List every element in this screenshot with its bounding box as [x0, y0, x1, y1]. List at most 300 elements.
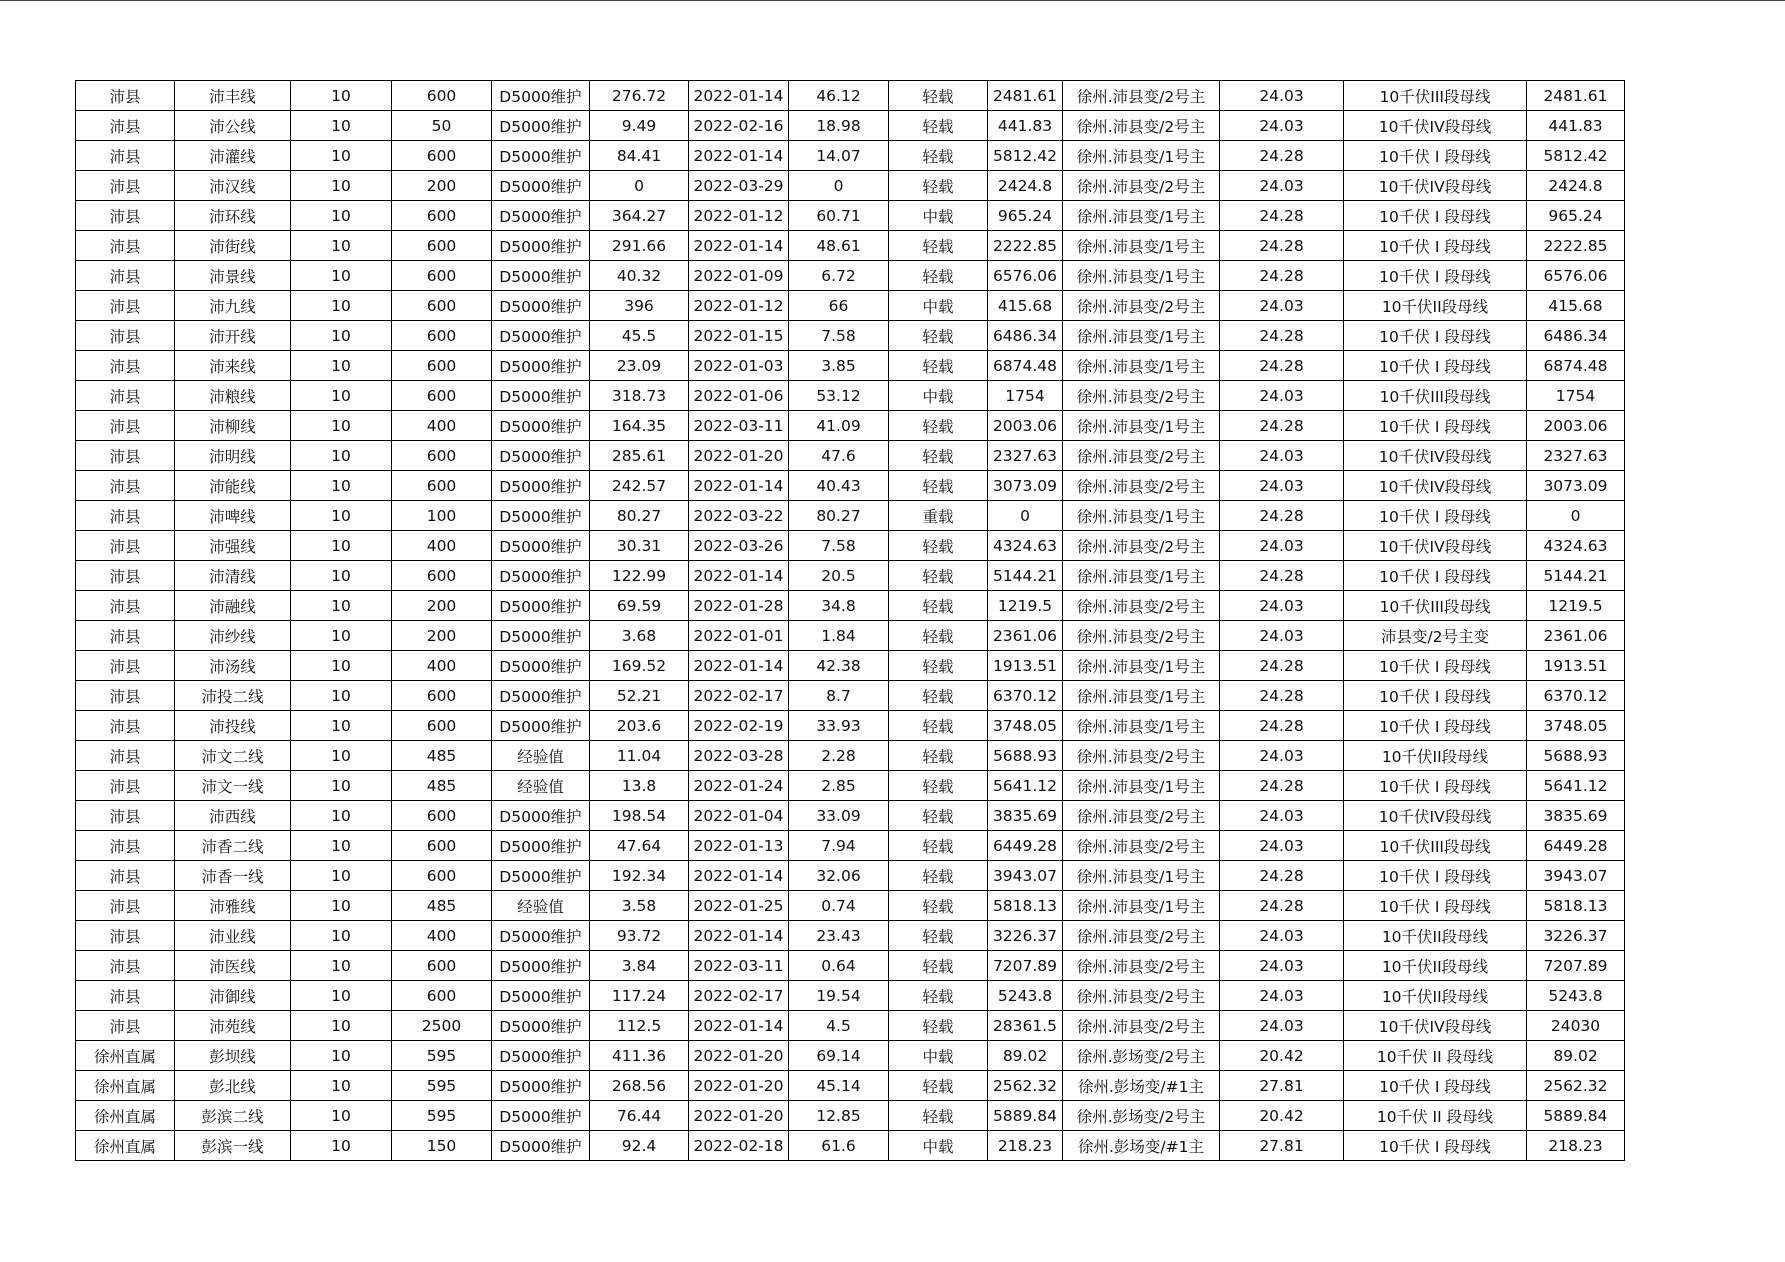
- cell-substation-transformer: 徐州.沛县变/1号主: [1063, 201, 1220, 231]
- cell-capacity-method: D5000维护: [492, 141, 590, 171]
- cell-voltage: 10: [291, 411, 392, 441]
- cell-bus-section: 10千伏IV段母线: [1344, 171, 1527, 201]
- cell-transformer-load-rate: 24.03: [1220, 591, 1344, 621]
- cell-peak-load: 122.99: [590, 561, 689, 591]
- cell-transformer-load-rate: 24.03: [1220, 801, 1344, 831]
- cell-available-capacity: 2327.63: [988, 441, 1063, 471]
- cell-load-status: 轻载: [889, 111, 988, 141]
- cell-peak-load: 268.56: [590, 1071, 689, 1101]
- cell-load-rate: 18.98: [789, 111, 889, 141]
- cell-load-status: 轻载: [889, 81, 988, 111]
- cell-capacity-method: D5000维护: [492, 351, 590, 381]
- cell-available-capacity: 2424.8: [988, 171, 1063, 201]
- cell-rated-capacity: 400: [392, 411, 492, 441]
- cell-transformer-load-rate: 24.28: [1220, 861, 1344, 891]
- cell-load-status: 中载: [889, 1131, 988, 1161]
- cell-remaining-capacity: 3835.69: [1527, 801, 1625, 831]
- cell-substation-transformer: 徐州.沛县变/2号主: [1063, 111, 1220, 141]
- cell-substation-transformer: 徐州.沛县变/2号主: [1063, 591, 1220, 621]
- cell-bus-section: 10千伏II段母线: [1344, 291, 1527, 321]
- cell-load-status: 轻载: [889, 1011, 988, 1041]
- cell-bus-section: 10千伏 I 段母线: [1344, 1071, 1527, 1101]
- cell-available-capacity: 6449.28: [988, 831, 1063, 861]
- cell-bus-section: 10千伏II段母线: [1344, 981, 1527, 1011]
- cell-bus-section: 10千伏III段母线: [1344, 81, 1527, 111]
- cell-region: 沛县: [76, 321, 175, 351]
- cell-bus-section: 10千伏IV段母线: [1344, 801, 1527, 831]
- cell-peak-date: 2022-01-25: [689, 891, 789, 921]
- cell-available-capacity: 5688.93: [988, 741, 1063, 771]
- cell-substation-transformer: 徐州.沛县变/2号主: [1063, 921, 1220, 951]
- table-row: [76, 621, 1625, 651]
- cell-load-status: 轻载: [889, 741, 988, 771]
- cell-line-name: 沛香二线: [175, 831, 291, 861]
- cell-load-rate: 61.6: [789, 1131, 889, 1161]
- cell-load-rate: 0.74: [789, 891, 889, 921]
- cell-load-rate: 34.8: [789, 591, 889, 621]
- cell-rated-capacity: 595: [392, 1071, 492, 1101]
- cell-region: 沛县: [76, 891, 175, 921]
- cell-line-name: 沛清线: [175, 561, 291, 591]
- cell-rated-capacity: 485: [392, 741, 492, 771]
- cell-peak-date: 2022-01-14: [689, 81, 789, 111]
- cell-capacity-method: D5000维护: [492, 411, 590, 441]
- cell-line-name: 沛文一线: [175, 771, 291, 801]
- cell-peak-date: 2022-03-28: [689, 741, 789, 771]
- cell-voltage: 10: [291, 111, 392, 141]
- cell-bus-section: 10千伏 I 段母线: [1344, 711, 1527, 741]
- cell-bus-section: 10千伏 I 段母线: [1344, 681, 1527, 711]
- cell-load-rate: 42.38: [789, 651, 889, 681]
- cell-peak-date: 2022-01-14: [689, 141, 789, 171]
- cell-peak-load: 242.57: [590, 471, 689, 501]
- cell-peak-date: 2022-03-29: [689, 171, 789, 201]
- table-row: [76, 171, 1625, 201]
- cell-capacity-method: D5000维护: [492, 81, 590, 111]
- cell-bus-section: 10千伏 I 段母线: [1344, 1131, 1527, 1161]
- cell-capacity-method: D5000维护: [492, 1101, 590, 1131]
- cell-region: 沛县: [76, 681, 175, 711]
- cell-transformer-load-rate: 20.42: [1220, 1101, 1344, 1131]
- cell-load-status: 轻载: [889, 801, 988, 831]
- cell-voltage: 10: [291, 621, 392, 651]
- cell-available-capacity: 7207.89: [988, 951, 1063, 981]
- cell-peak-date: 2022-02-17: [689, 981, 789, 1011]
- cell-peak-load: 47.64: [590, 831, 689, 861]
- cell-available-capacity: 6874.48: [988, 351, 1063, 381]
- cell-peak-load: 3.68: [590, 621, 689, 651]
- cell-load-status: 中载: [889, 1041, 988, 1071]
- cell-remaining-capacity: 5889.84: [1527, 1101, 1625, 1131]
- cell-voltage: 10: [291, 951, 392, 981]
- cell-load-rate: 6.72: [789, 261, 889, 291]
- cell-remaining-capacity: 5243.8: [1527, 981, 1625, 1011]
- cell-available-capacity: 2562.32: [988, 1071, 1063, 1101]
- cell-transformer-load-rate: 27.81: [1220, 1071, 1344, 1101]
- cell-peak-load: 9.49: [590, 111, 689, 141]
- cell-substation-transformer: 徐州.沛县变/2号主: [1063, 801, 1220, 831]
- cell-rated-capacity: 600: [392, 291, 492, 321]
- cell-load-status: 轻载: [889, 621, 988, 651]
- cell-bus-section: 10千伏III段母线: [1344, 831, 1527, 861]
- cell-capacity-method: D5000维护: [492, 441, 590, 471]
- cell-rated-capacity: 200: [392, 171, 492, 201]
- cell-remaining-capacity: 3748.05: [1527, 711, 1625, 741]
- table-row: [76, 201, 1625, 231]
- cell-substation-transformer: 徐州.沛县变/1号主: [1063, 141, 1220, 171]
- cell-capacity-method: D5000维护: [492, 201, 590, 231]
- cell-peak-date: 2022-01-06: [689, 381, 789, 411]
- cell-transformer-load-rate: 24.28: [1220, 261, 1344, 291]
- cell-rated-capacity: 600: [392, 201, 492, 231]
- cell-load-status: 轻载: [889, 831, 988, 861]
- cell-peak-load: 117.24: [590, 981, 689, 1011]
- cell-load-rate: 7.58: [789, 531, 889, 561]
- cell-peak-date: 2022-01-14: [689, 651, 789, 681]
- cell-region: 徐州直属: [76, 1041, 175, 1071]
- cell-bus-section: 10千伏IV段母线: [1344, 531, 1527, 561]
- cell-load-status: 轻载: [889, 561, 988, 591]
- cell-load-rate: 20.5: [789, 561, 889, 591]
- cell-substation-transformer: 徐州.沛县变/1号主: [1063, 501, 1220, 531]
- cell-load-status: 轻载: [889, 261, 988, 291]
- cell-load-status: 轻载: [889, 171, 988, 201]
- cell-line-name: 沛灌线: [175, 141, 291, 171]
- cell-voltage: 10: [291, 201, 392, 231]
- cell-rated-capacity: 600: [392, 981, 492, 1011]
- cell-peak-date: 2022-01-01: [689, 621, 789, 651]
- cell-region: 沛县: [76, 201, 175, 231]
- cell-rated-capacity: 600: [392, 381, 492, 411]
- cell-bus-section: 10千伏 II 段母线: [1344, 1101, 1527, 1131]
- cell-available-capacity: 1754: [988, 381, 1063, 411]
- table-body: [76, 81, 1625, 1161]
- cell-load-rate: 33.93: [789, 711, 889, 741]
- cell-bus-section: 10千伏IV段母线: [1344, 111, 1527, 141]
- cell-available-capacity: 5144.21: [988, 561, 1063, 591]
- cell-load-rate: 60.71: [789, 201, 889, 231]
- cell-remaining-capacity: 1913.51: [1527, 651, 1625, 681]
- cell-bus-section: 10千伏 I 段母线: [1344, 261, 1527, 291]
- cell-remaining-capacity: 2361.06: [1527, 621, 1625, 651]
- cell-peak-date: 2022-01-20: [689, 1101, 789, 1131]
- cell-load-status: 轻载: [889, 441, 988, 471]
- cell-rated-capacity: 600: [392, 951, 492, 981]
- cell-substation-transformer: 徐州.沛县变/2号主: [1063, 981, 1220, 1011]
- cell-load-rate: 41.09: [789, 411, 889, 441]
- cell-line-name: 沛汉线: [175, 171, 291, 201]
- cell-rated-capacity: 595: [392, 1041, 492, 1071]
- cell-region: 徐州直属: [76, 1071, 175, 1101]
- cell-line-name: 彭坝线: [175, 1041, 291, 1071]
- cell-region: 沛县: [76, 591, 175, 621]
- cell-bus-section: 10千伏II段母线: [1344, 741, 1527, 771]
- cell-capacity-method: D5000维护: [492, 1011, 590, 1041]
- cell-voltage: 10: [291, 651, 392, 681]
- cell-voltage: 10: [291, 291, 392, 321]
- cell-remaining-capacity: 2562.32: [1527, 1071, 1625, 1101]
- cell-available-capacity: 6370.12: [988, 681, 1063, 711]
- cell-remaining-capacity: 2327.63: [1527, 441, 1625, 471]
- cell-bus-section: 10千伏 I 段母线: [1344, 501, 1527, 531]
- cell-transformer-load-rate: 24.03: [1220, 981, 1344, 1011]
- cell-peak-date: 2022-02-16: [689, 111, 789, 141]
- cell-load-status: 轻载: [889, 771, 988, 801]
- table-row: [76, 531, 1625, 561]
- cell-available-capacity: 1219.5: [988, 591, 1063, 621]
- cell-load-rate: 19.54: [789, 981, 889, 1011]
- cell-substation-transformer: 徐州.沛县变/2号主: [1063, 291, 1220, 321]
- table-row: [76, 411, 1625, 441]
- cell-capacity-method: D5000维护: [492, 861, 590, 891]
- cell-peak-load: 13.8: [590, 771, 689, 801]
- table-row: [76, 141, 1625, 171]
- cell-load-status: 轻载: [889, 981, 988, 1011]
- cell-transformer-load-rate: 24.28: [1220, 771, 1344, 801]
- table-row: [76, 891, 1625, 921]
- cell-bus-section: 10千伏 I 段母线: [1344, 861, 1527, 891]
- cell-peak-date: 2022-01-14: [689, 921, 789, 951]
- cell-peak-date: 2022-01-20: [689, 1041, 789, 1071]
- cell-peak-date: 2022-02-17: [689, 681, 789, 711]
- cell-load-status: 轻载: [889, 531, 988, 561]
- cell-region: 沛县: [76, 441, 175, 471]
- cell-peak-load: 3.84: [590, 951, 689, 981]
- table-row: [76, 951, 1625, 981]
- cell-capacity-method: D5000维护: [492, 231, 590, 261]
- cell-capacity-method: D5000维护: [492, 831, 590, 861]
- table-row: [76, 1101, 1625, 1131]
- cell-load-rate: 2.28: [789, 741, 889, 771]
- cell-line-name: 沛九线: [175, 291, 291, 321]
- cell-bus-section: 10千伏 I 段母线: [1344, 351, 1527, 381]
- cell-load-rate: 7.94: [789, 831, 889, 861]
- cell-load-status: 中载: [889, 201, 988, 231]
- cell-load-rate: 4.5: [789, 1011, 889, 1041]
- cell-rated-capacity: 600: [392, 261, 492, 291]
- cell-peak-load: 164.35: [590, 411, 689, 441]
- cell-capacity-method: D5000维护: [492, 111, 590, 141]
- table-row: [76, 981, 1625, 1011]
- cell-voltage: 10: [291, 501, 392, 531]
- cell-voltage: 10: [291, 141, 392, 171]
- cell-load-status: 轻载: [889, 891, 988, 921]
- cell-peak-date: 2022-01-09: [689, 261, 789, 291]
- cell-bus-section: 10千伏 II 段母线: [1344, 1041, 1527, 1071]
- cell-load-status: 轻载: [889, 321, 988, 351]
- cell-voltage: 10: [291, 921, 392, 951]
- cell-available-capacity: 3748.05: [988, 711, 1063, 741]
- cell-peak-load: 203.6: [590, 711, 689, 741]
- cell-available-capacity: 3226.37: [988, 921, 1063, 951]
- cell-transformer-load-rate: 24.28: [1220, 681, 1344, 711]
- cell-rated-capacity: 2500: [392, 1011, 492, 1041]
- cell-rated-capacity: 485: [392, 771, 492, 801]
- cell-load-status: 轻载: [889, 1071, 988, 1101]
- cell-rated-capacity: 600: [392, 831, 492, 861]
- cell-available-capacity: 6576.06: [988, 261, 1063, 291]
- cell-capacity-method: D5000维护: [492, 261, 590, 291]
- table-row: [76, 861, 1625, 891]
- cell-bus-section: 10千伏 I 段母线: [1344, 651, 1527, 681]
- cell-remaining-capacity: 5144.21: [1527, 561, 1625, 591]
- table-row: [76, 801, 1625, 831]
- cell-capacity-method: D5000维护: [492, 1131, 590, 1161]
- cell-substation-transformer: 徐州.沛县变/1号主: [1063, 771, 1220, 801]
- cell-peak-load: 76.44: [590, 1101, 689, 1131]
- cell-transformer-load-rate: 24.03: [1220, 111, 1344, 141]
- cell-peak-load: 198.54: [590, 801, 689, 831]
- cell-capacity-method: 经验值: [492, 891, 590, 921]
- cell-peak-date: 2022-01-12: [689, 201, 789, 231]
- cell-peak-load: 276.72: [590, 81, 689, 111]
- cell-capacity-method: D5000维护: [492, 381, 590, 411]
- cell-rated-capacity: 600: [392, 141, 492, 171]
- cell-bus-section: 10千伏III段母线: [1344, 591, 1527, 621]
- cell-region: 沛县: [76, 531, 175, 561]
- cell-capacity-method: D5000维护: [492, 321, 590, 351]
- cell-rated-capacity: 600: [392, 681, 492, 711]
- cell-load-status: 轻载: [889, 141, 988, 171]
- cell-region: 沛县: [76, 261, 175, 291]
- cell-load-rate: 66: [789, 291, 889, 321]
- cell-region: 沛县: [76, 501, 175, 531]
- cell-substation-transformer: 徐州.沛县变/1号主: [1063, 411, 1220, 441]
- cell-peak-load: 396: [590, 291, 689, 321]
- cell-peak-date: 2022-01-20: [689, 441, 789, 471]
- cell-rated-capacity: 600: [392, 561, 492, 591]
- cell-bus-section: 10千伏 I 段母线: [1344, 141, 1527, 171]
- cell-transformer-load-rate: 24.28: [1220, 501, 1344, 531]
- cell-transformer-load-rate: 24.28: [1220, 891, 1344, 921]
- cell-capacity-method: D5000维护: [492, 801, 590, 831]
- cell-region: 沛县: [76, 741, 175, 771]
- cell-substation-transformer: 徐州.沛县变/2号主: [1063, 531, 1220, 561]
- table-row: [76, 321, 1625, 351]
- cell-capacity-method: D5000维护: [492, 921, 590, 951]
- cell-load-status: 轻载: [889, 861, 988, 891]
- cell-transformer-load-rate: 24.03: [1220, 1011, 1344, 1041]
- cell-available-capacity: 4324.63: [988, 531, 1063, 561]
- cell-capacity-method: D5000维护: [492, 621, 590, 651]
- cell-voltage: 10: [291, 591, 392, 621]
- cell-load-rate: 48.61: [789, 231, 889, 261]
- cell-remaining-capacity: 1754: [1527, 381, 1625, 411]
- cell-transformer-load-rate: 24.28: [1220, 141, 1344, 171]
- cell-load-rate: 1.84: [789, 621, 889, 651]
- cell-capacity-method: D5000维护: [492, 471, 590, 501]
- cell-voltage: 10: [291, 381, 392, 411]
- cell-region: 沛县: [76, 411, 175, 441]
- cell-available-capacity: 441.83: [988, 111, 1063, 141]
- cell-rated-capacity: 600: [392, 321, 492, 351]
- table-row: [76, 381, 1625, 411]
- cell-load-rate: 2.85: [789, 771, 889, 801]
- page-top-border: [0, 0, 1785, 1]
- table-row: [76, 351, 1625, 381]
- cell-line-name: 沛投线: [175, 711, 291, 741]
- cell-load-rate: 0: [789, 171, 889, 201]
- cell-peak-date: 2022-01-14: [689, 1011, 789, 1041]
- cell-line-name: 沛医线: [175, 951, 291, 981]
- cell-transformer-load-rate: 24.03: [1220, 171, 1344, 201]
- cell-voltage: 10: [291, 981, 392, 1011]
- cell-capacity-method: D5000维护: [492, 951, 590, 981]
- cell-load-status: 轻载: [889, 921, 988, 951]
- cell-remaining-capacity: 4324.63: [1527, 531, 1625, 561]
- cell-remaining-capacity: 5688.93: [1527, 741, 1625, 771]
- cell-peak-date: 2022-01-14: [689, 231, 789, 261]
- cell-voltage: 10: [291, 831, 392, 861]
- cell-peak-date: 2022-01-14: [689, 861, 789, 891]
- cell-peak-load: 285.61: [590, 441, 689, 471]
- cell-load-status: 重载: [889, 501, 988, 531]
- cell-substation-transformer: 徐州.沛县变/2号主: [1063, 171, 1220, 201]
- cell-capacity-method: D5000维护: [492, 1071, 590, 1101]
- cell-line-name: 沛雅线: [175, 891, 291, 921]
- cell-remaining-capacity: 89.02: [1527, 1041, 1625, 1071]
- cell-transformer-load-rate: 24.28: [1220, 231, 1344, 261]
- cell-line-name: 沛融线: [175, 591, 291, 621]
- cell-region: 沛县: [76, 981, 175, 1011]
- cell-voltage: 10: [291, 771, 392, 801]
- cell-transformer-load-rate: 24.03: [1220, 921, 1344, 951]
- table-row: [76, 741, 1625, 771]
- cell-region: 沛县: [76, 831, 175, 861]
- cell-line-name: 沛文二线: [175, 741, 291, 771]
- cell-voltage: 10: [291, 561, 392, 591]
- cell-line-name: 沛能线: [175, 471, 291, 501]
- cell-rated-capacity: 600: [392, 351, 492, 381]
- table-row: [76, 1071, 1625, 1101]
- cell-region: 沛县: [76, 231, 175, 261]
- cell-line-name: 沛御线: [175, 981, 291, 1011]
- cell-substation-transformer: 徐州.沛县变/1号主: [1063, 231, 1220, 261]
- table-row: [76, 771, 1625, 801]
- cell-bus-section: 10千伏 I 段母线: [1344, 891, 1527, 921]
- cell-peak-date: 2022-03-11: [689, 951, 789, 981]
- cell-load-rate: 80.27: [789, 501, 889, 531]
- cell-rated-capacity: 600: [392, 81, 492, 111]
- cell-available-capacity: 3943.07: [988, 861, 1063, 891]
- cell-substation-transformer: 徐州.彭场变/#1主: [1063, 1131, 1220, 1161]
- cell-load-rate: 7.58: [789, 321, 889, 351]
- cell-remaining-capacity: 6576.06: [1527, 261, 1625, 291]
- cell-available-capacity: 2481.61: [988, 81, 1063, 111]
- cell-remaining-capacity: 6486.34: [1527, 321, 1625, 351]
- cell-voltage: 10: [291, 1011, 392, 1041]
- cell-substation-transformer: 徐州.沛县变/1号主: [1063, 651, 1220, 681]
- cell-voltage: 10: [291, 711, 392, 741]
- table-row: [76, 441, 1625, 471]
- cell-region: 沛县: [76, 381, 175, 411]
- cell-peak-load: 364.27: [590, 201, 689, 231]
- cell-substation-transformer: 徐州.沛县变/2号主: [1063, 831, 1220, 861]
- cell-available-capacity: 218.23: [988, 1131, 1063, 1161]
- cell-peak-load: 411.36: [590, 1041, 689, 1071]
- cell-line-name: 沛香一线: [175, 861, 291, 891]
- cell-substation-transformer: 徐州.沛县变/1号主: [1063, 711, 1220, 741]
- cell-bus-section: 10千伏 I 段母线: [1344, 771, 1527, 801]
- cell-available-capacity: 3073.09: [988, 471, 1063, 501]
- cell-available-capacity: 2361.06: [988, 621, 1063, 651]
- cell-transformer-load-rate: 24.28: [1220, 351, 1344, 381]
- cell-bus-section: 10千伏 I 段母线: [1344, 231, 1527, 261]
- cell-line-name: 沛街线: [175, 231, 291, 261]
- cell-peak-date: 2022-01-04: [689, 801, 789, 831]
- cell-transformer-load-rate: 24.28: [1220, 411, 1344, 441]
- cell-transformer-load-rate: 20.42: [1220, 1041, 1344, 1071]
